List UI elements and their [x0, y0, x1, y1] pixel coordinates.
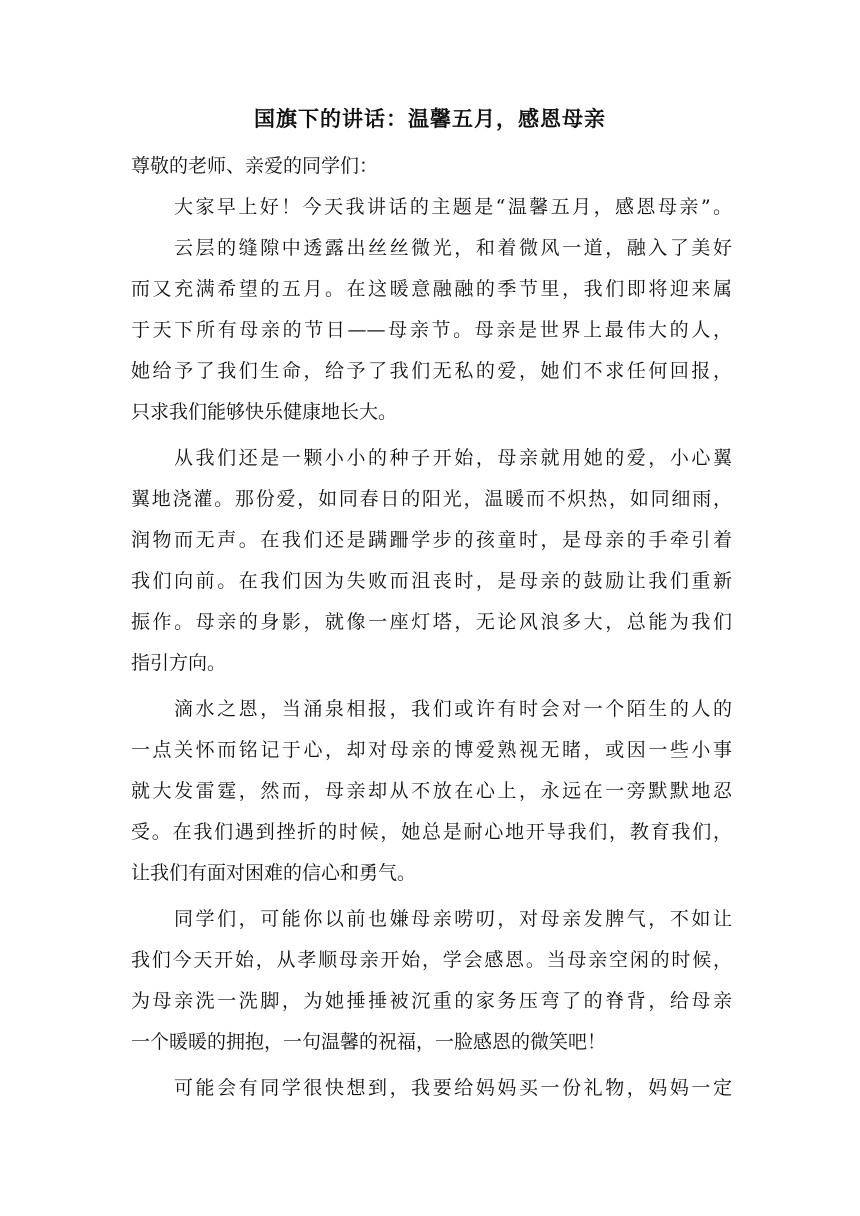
text-line: 受。在我们遇到挫折的时候，她总是耐心地开导我们，教育我们，	[131, 821, 732, 843]
text-line: 滴水之恩，当涌泉相报，我们或许有时会对一个陌生的人的	[174, 698, 732, 720]
text-line: 一个暖暖的拥抱，一句温馨的祝福，一脸感恩的微笑吧！	[131, 1031, 607, 1053]
text-line: 我们今天开始，从孝顺母亲开始，学会感恩。当母亲空闲的时候，	[131, 949, 732, 971]
text-line: 振作。母亲的身影，就像一座灯塔，无论风浪多大，总能为我们	[131, 611, 732, 633]
text-line: 指引方向。	[131, 652, 227, 674]
text-line: 同学们，可能你以前也嫌母亲唠叨，对母亲发脾气，不如让	[174, 908, 732, 930]
text-line: 云层的缝隙中透露出丝丝微光，和着微风一道，融入了美好	[174, 237, 732, 259]
text-line: 让我们有面对困难的信心和勇气。	[131, 862, 417, 884]
text-line: 我们向前。在我们因为失败而沮丧时，是母亲的鼓励让我们重新	[131, 570, 732, 592]
text-line: 于天下所有母亲的节日——母亲节。母亲是世界上最伟大的人，	[131, 319, 732, 341]
salutation-line: 尊敬的老师、亲爱的同学们：	[131, 155, 379, 177]
text-line: 一点关怀而铭记于心，却对母亲的博爱熟视无睹，或因一些小事	[131, 739, 732, 761]
text-line: 润物而无声。在我们还是蹒跚学步的孩童时，是母亲的手牵引着	[131, 529, 732, 551]
text-line: 只求我们能够快乐健康地长大。	[131, 401, 398, 423]
text-line: 大家早上好！今天我讲话的主题是“温馨五月，感恩母亲”。	[174, 196, 732, 218]
text-line: 就大发雷霆，然而，母亲却从不放在心上，永远在一旁默默地忍	[131, 780, 732, 802]
text-line: 为母亲洗一洗脚，为她捶捶被沉重的家务压弯了的脊背，给母亲	[131, 990, 732, 1012]
document-title: 国旗下的讲话：温馨五月，感恩母亲	[254, 106, 606, 131]
text-line: 而又充满希望的五月。在这暖意融融的季节里，我们即将迎来属	[131, 278, 732, 300]
text-line: 她给予了我们生命，给予了我们无私的爱，她们不求任何回报，	[131, 360, 732, 382]
text-line: 从我们还是一颗小小的种子开始，母亲就用她的爱，小心翼	[174, 447, 732, 469]
text-line: 翼地浇灌。那份爱，如同春日的阳光，温暖而不炽热，如同细雨，	[131, 488, 732, 510]
text-line: 可能会有同学很快想到，我要给妈妈买一份礼物，妈妈一定	[174, 1077, 732, 1099]
